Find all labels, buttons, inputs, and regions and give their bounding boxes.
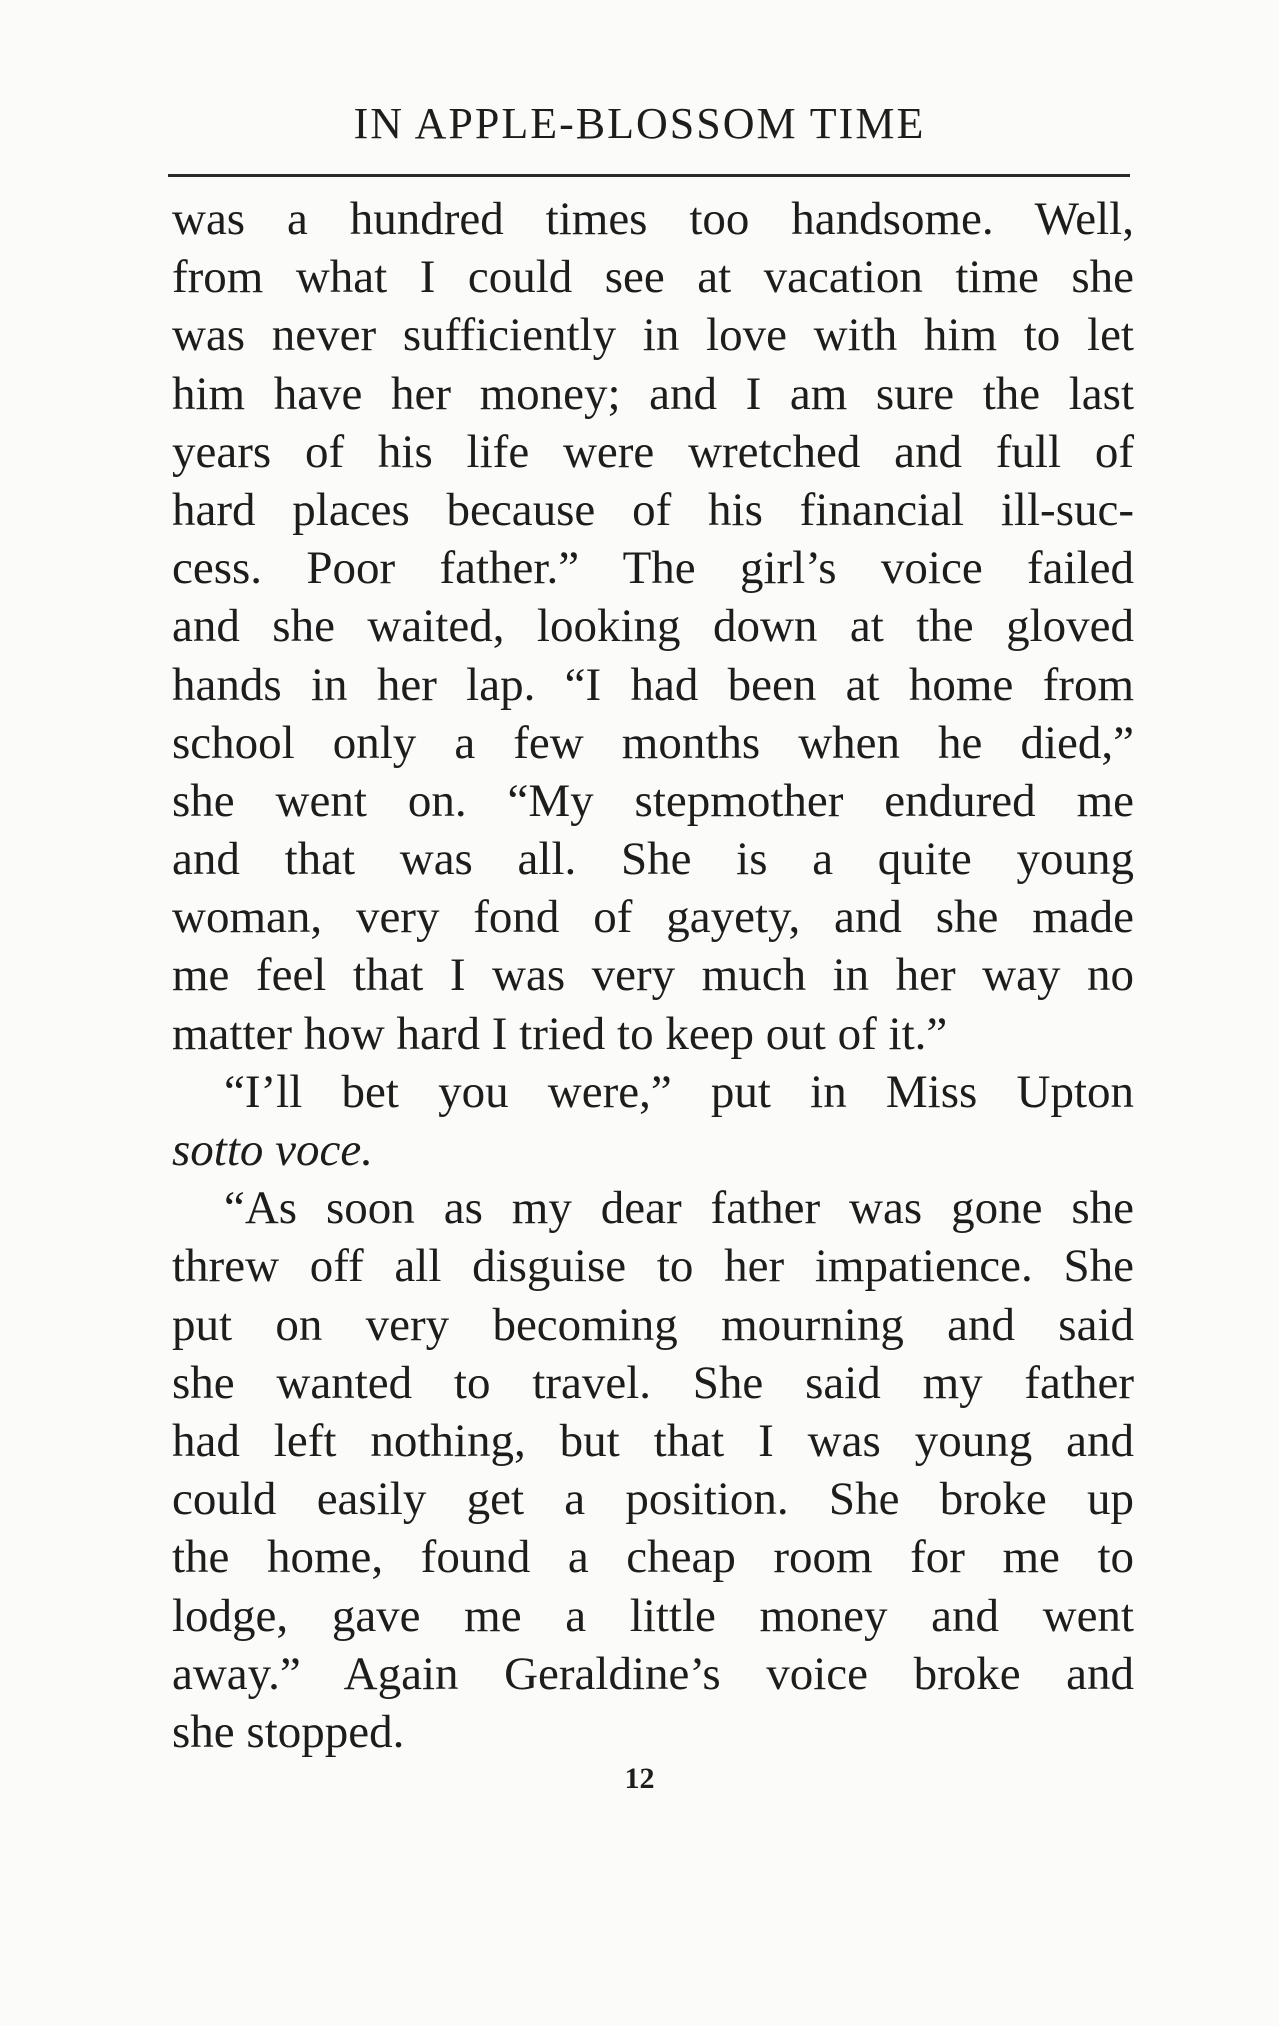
text-line: me feel that I was very much in her way no [172, 949, 1134, 1002]
text-line: threw off all disguise to her impatience. She [172, 1240, 1134, 1293]
text-line: was never sufficiently in love with him to let [172, 309, 1134, 362]
text-line: she stopped. [172, 1705, 405, 1758]
text-line: was a hundred times too handsome. Well, [172, 193, 1134, 245]
text-line: matter how hard I tried to keep out of it.” [172, 1007, 948, 1060]
text-line: school only a few months when he died,” [172, 716, 1134, 769]
text-line: and that was all. She is a quite young [172, 833, 1134, 886]
text-line: cess. Poor father.” The girl’s voice failed [172, 542, 1134, 595]
text-line: woman, very fond of gayety, and she made [172, 891, 1134, 944]
text-line: “As soon as my dear father was gone she [224, 1182, 1134, 1235]
text-line: sotto voce. [172, 1124, 373, 1176]
page-number: 12 [624, 1762, 655, 1795]
text-line: away.” Again Geraldine’s voice broke and [172, 1647, 1134, 1700]
text-line: hard places because of his financial ill-suc- [172, 483, 1134, 536]
text-line: hands in her lap. “I had been at home from [172, 658, 1134, 711]
text-line: had left nothing, but that I was young and [172, 1414, 1134, 1467]
text-line: years of his life were wretched and full of [172, 425, 1134, 478]
text-line: from what I could see at vacation time she [172, 251, 1134, 304]
text-line: and she waited, looking down at the gloved [172, 600, 1134, 653]
text-line: lodge, gave me a little money and went [172, 1589, 1134, 1642]
text-line: she went on. “My stepmother endured me [172, 774, 1134, 827]
text-line: “I’ll bet you were,” put in Miss Upton [224, 1065, 1134, 1118]
text-line: she wanted to travel. She said my father [172, 1356, 1134, 1409]
text-line: him have her money; and I am sure the last [172, 367, 1134, 420]
body-text [172, 190, 1134, 1761]
text-line: could easily get a position. She broke up [172, 1473, 1134, 1526]
text-line: put on very becoming mourning and said [172, 1298, 1134, 1351]
text-line: the home, found a cheap room for me to [172, 1531, 1134, 1584]
header-rule [168, 174, 1130, 177]
running-header: IN APPLE-BLOSSOM TIME [353, 99, 926, 148]
